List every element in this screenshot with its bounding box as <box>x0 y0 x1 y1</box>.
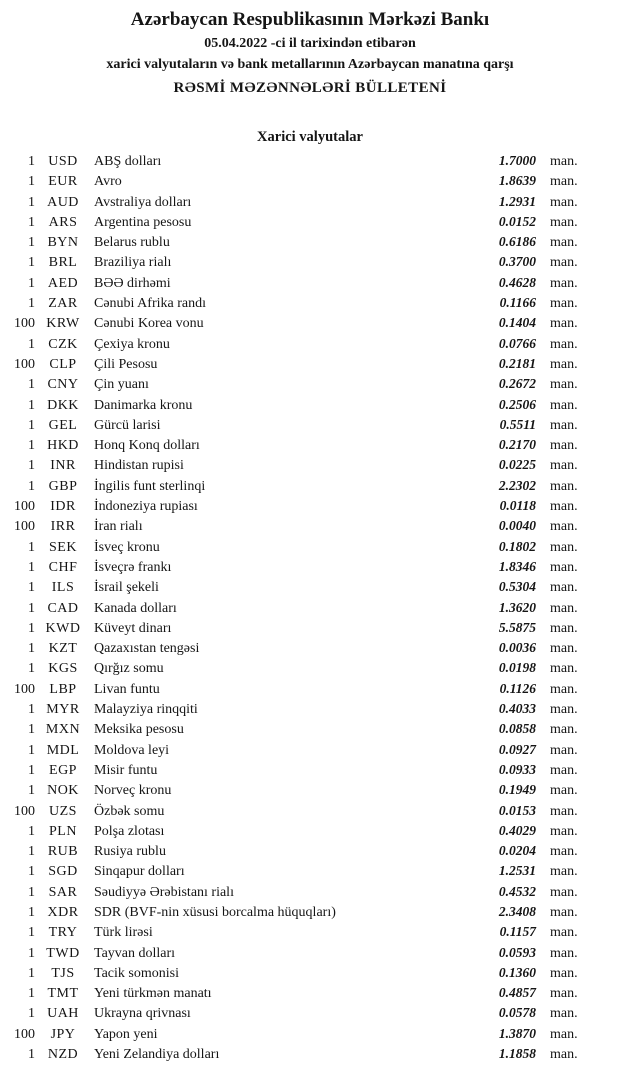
currency-code-cell: NOK <box>47 783 79 799</box>
currency-code-cell: ARS <box>48 214 78 230</box>
currency-name-cell: Meksika pesosu <box>94 722 184 738</box>
currency-name-cell: Malayziya rinqqiti <box>94 702 198 718</box>
rate-value-cell: 0.1166 <box>499 295 536 311</box>
unit-cell: man. <box>550 296 578 312</box>
currency-code-cell: SAR <box>48 884 78 900</box>
table-row <box>0 618 620 638</box>
currency-code-cell: CAD <box>47 600 79 616</box>
unit-cell: man. <box>550 925 578 941</box>
rate-value-cell: 0.2506 <box>498 396 536 412</box>
unit-cell: man. <box>550 844 578 860</box>
nominal-cell: 1 <box>28 397 35 413</box>
currency-code-cell: XDR <box>47 904 79 920</box>
unit-cell: man. <box>550 702 578 718</box>
table-row <box>0 922 620 942</box>
table-row <box>0 354 620 374</box>
bank-name-title: Azərbaycan Respublikasının Mərkəzi Bankı <box>130 9 490 30</box>
currency-code-cell: GEL <box>48 417 78 433</box>
unit-cell: man. <box>550 174 578 190</box>
table-row <box>0 1024 620 1044</box>
currency-name-cell: Yeni Zelandiya dolları <box>94 1047 220 1063</box>
unit-cell: man. <box>550 356 578 372</box>
unit-cell: man. <box>550 600 578 616</box>
rate-value-cell: 0.0153 <box>498 802 536 818</box>
currency-name-cell: BƏƏ dirhəmi <box>94 275 171 291</box>
nominal-cell: 1 <box>28 539 35 555</box>
currency-name-cell: Kanada dolları <box>94 600 177 616</box>
nominal-cell: 1 <box>28 762 35 778</box>
currency-code-cell: CNY <box>47 377 79 393</box>
unit-cell: man. <box>550 1047 578 1063</box>
currency-name-cell: ABŞ dolları <box>94 154 162 169</box>
rate-value-cell: 1.7000 <box>498 153 536 168</box>
rate-value-cell: 0.1404 <box>498 315 536 331</box>
nominal-cell: 1 <box>28 925 35 941</box>
currency-code-cell: INR <box>50 458 76 474</box>
nominal-cell: 1 <box>28 722 35 738</box>
rate-value-cell: 0.0766 <box>498 335 536 351</box>
nominal-cell: 100 <box>14 681 35 697</box>
nominal-cell: 1 <box>28 600 35 616</box>
currency-code-cell: CLP <box>49 356 77 372</box>
currency-name-cell: Sinqapur dolları <box>94 864 185 880</box>
table-row <box>0 821 620 841</box>
currency-name-cell: Türk lirəsi <box>94 925 153 941</box>
currency-name-cell: İsveç kronu <box>94 539 160 555</box>
rate-value-cell: 1.8639 <box>498 173 536 189</box>
table-row <box>0 415 620 435</box>
nominal-cell: 1 <box>28 417 35 433</box>
rates-table <box>0 151 620 1064</box>
currency-name-cell: Moldova leyi <box>94 742 170 758</box>
nominal-cell: 1 <box>28 641 35 657</box>
unit-cell: man. <box>550 519 578 535</box>
currency-code-cell: AUD <box>47 194 79 210</box>
currency-code-cell: AED <box>47 275 79 291</box>
unit-cell: man. <box>550 377 578 393</box>
unit-cell: man. <box>550 194 578 210</box>
unit-cell: man. <box>550 580 578 596</box>
unit-cell: man. <box>550 803 578 819</box>
currency-code-cell: ILS <box>51 580 75 596</box>
currency-name-cell: Yapon yeni <box>94 1026 158 1042</box>
currency-name-cell: Ukrayna qrivnası <box>94 1006 191 1022</box>
table-row <box>0 841 620 861</box>
rate-value-cell: 0.0225 <box>498 457 536 473</box>
currency-code-cell: DKK <box>47 397 79 413</box>
table-row <box>0 760 620 780</box>
unit-cell: man. <box>550 965 578 981</box>
nominal-cell: 1 <box>28 377 35 393</box>
nominal-cell: 1 <box>28 478 35 494</box>
currency-code-cell: TWD <box>46 945 80 961</box>
rate-value-cell: 0.5511 <box>499 416 536 432</box>
nominal-cell: 100 <box>14 499 35 515</box>
table-row <box>0 334 620 354</box>
currency-name-cell: Hindistan rupisi <box>94 458 184 474</box>
nominal-cell: 1 <box>28 235 35 251</box>
unit-cell: man. <box>550 904 578 920</box>
unit-cell: man. <box>550 742 578 758</box>
currency-name-cell: Misir funtu <box>94 762 158 778</box>
subject-line: xarici valyutaların və bank metallarının Azərbaycan manatına qarşı <box>106 57 514 72</box>
currency-code-cell: PLN <box>49 823 77 839</box>
currency-name-cell: Çin yuanı <box>94 377 149 393</box>
currency-name-cell: Cənubi Korea vonu <box>94 316 204 332</box>
unit-cell: man. <box>550 499 578 515</box>
nominal-cell: 1 <box>28 1006 35 1022</box>
rate-value-cell: 2.2302 <box>498 477 536 493</box>
currency-name-cell: Özbək somu <box>94 803 165 819</box>
nominal-cell: 100 <box>14 316 35 332</box>
unit-cell: man. <box>550 641 578 657</box>
currency-name-cell: İsrail şekeli <box>94 580 159 596</box>
unit-cell: man. <box>550 722 578 738</box>
unit-cell: man. <box>550 620 578 636</box>
rate-value-cell: 0.0578 <box>498 1005 536 1021</box>
bulletin-title: RƏSMİ MƏZƏNNƏLƏRİ BÜLLETENİ <box>173 80 447 96</box>
table-row <box>0 719 620 739</box>
unit-cell: man. <box>550 397 578 413</box>
unit-cell: man. <box>550 154 578 169</box>
table-row <box>0 963 620 983</box>
currency-name-cell: İran rialı <box>94 519 143 535</box>
rate-value-cell: 1.2531 <box>498 863 536 879</box>
table-row <box>0 983 620 1003</box>
rate-value-cell: 0.2170 <box>498 437 536 453</box>
currency-code-cell: TRY <box>48 925 78 941</box>
rate-value-cell: 0.0118 <box>499 498 536 514</box>
currency-name-cell: Norveç kronu <box>94 783 172 799</box>
table-row <box>0 516 620 536</box>
table-row <box>0 902 620 922</box>
currency-code-cell: MYR <box>46 702 80 718</box>
currency-name-cell: Belarus rublu <box>94 235 170 251</box>
nominal-cell: 1 <box>28 844 35 860</box>
nominal-cell: 1 <box>28 154 35 169</box>
currency-code-cell: USD <box>48 154 78 169</box>
currency-code-cell: TMT <box>47 986 79 1002</box>
currency-code-cell: UZS <box>49 803 77 819</box>
unit-cell: man. <box>550 255 578 271</box>
table-row <box>0 435 620 455</box>
unit-cell: man. <box>550 945 578 961</box>
nominal-cell: 1 <box>28 174 35 190</box>
rate-value-cell: 1.8346 <box>498 558 536 574</box>
currency-code-cell: IDR <box>50 499 76 515</box>
unit-cell: man. <box>550 661 578 677</box>
currency-code-cell: KRW <box>46 316 80 332</box>
rate-value-cell: 5.5875 <box>498 619 536 635</box>
currency-name-cell: Avstraliya dolları <box>94 194 192 210</box>
rate-value-cell: 0.4857 <box>498 985 536 1001</box>
nominal-cell: 1 <box>28 986 35 1002</box>
unit-cell: man. <box>550 214 578 230</box>
table-row <box>0 476 620 496</box>
nominal-cell: 1 <box>28 661 35 677</box>
nominal-cell: 1 <box>28 904 35 920</box>
currency-name-cell: Qazaxıstan tengəsi <box>94 641 200 657</box>
table-row <box>0 780 620 800</box>
nominal-cell: 1 <box>28 296 35 312</box>
table-row <box>0 679 620 699</box>
rate-value-cell: 0.4532 <box>498 883 536 899</box>
nominal-cell: 1 <box>28 214 35 230</box>
rate-value-cell: 1.3620 <box>498 599 536 615</box>
currency-code-cell: BRL <box>48 255 78 271</box>
currency-code-cell: NZD <box>47 1047 79 1063</box>
table-row <box>0 699 620 719</box>
currency-name-cell: Çexiya kronu <box>94 336 170 352</box>
unit-cell: man. <box>550 478 578 494</box>
rate-value-cell: 0.4628 <box>498 274 536 290</box>
currency-code-cell: JPY <box>50 1026 76 1042</box>
table-row <box>0 801 620 821</box>
table-row <box>0 212 620 232</box>
currency-name-cell: Səudiyyə Ərəbistanı rialı <box>94 884 234 900</box>
nominal-cell: 1 <box>28 255 35 271</box>
currency-name-cell: Çili Pesosu <box>94 356 158 372</box>
currency-name-cell: Honq Konq dolları <box>94 438 200 454</box>
currency-name-cell: Yeni türkmən manatı <box>94 986 212 1002</box>
table-row <box>0 658 620 678</box>
table-row <box>0 171 620 191</box>
nominal-cell: 1 <box>28 783 35 799</box>
table-row <box>0 598 620 618</box>
currency-name-cell: Danimarka kronu <box>94 397 193 413</box>
nominal-cell: 1 <box>28 823 35 839</box>
rate-value-cell: 1.2931 <box>498 193 536 209</box>
nominal-cell: 1 <box>28 884 35 900</box>
unit-cell: man. <box>550 783 578 799</box>
unit-cell: man. <box>550 864 578 880</box>
unit-cell: man. <box>550 986 578 1002</box>
table-row <box>0 577 620 597</box>
currency-name-cell: Braziliya rialı <box>94 255 172 271</box>
currency-code-cell: RUB <box>47 844 79 860</box>
unit-cell: man. <box>550 762 578 778</box>
nominal-cell: 1 <box>28 458 35 474</box>
nominal-cell: 1 <box>28 438 35 454</box>
rate-value-cell: 0.5304 <box>498 579 536 595</box>
table-row <box>0 151 620 171</box>
currency-name-cell: Avro <box>94 174 122 190</box>
rate-value-cell: 0.0040 <box>498 518 536 534</box>
nominal-cell: 1 <box>28 742 35 758</box>
nominal-cell: 1 <box>28 559 35 575</box>
rate-value-cell: 1.1858 <box>498 1046 536 1062</box>
currency-name-cell: Tayvan dolları <box>94 945 176 961</box>
rate-value-cell: 2.3408 <box>498 903 536 919</box>
rate-value-cell: 0.6186 <box>498 234 536 250</box>
rate-value-cell: 0.0036 <box>498 640 536 656</box>
currency-name-cell: Cənubi Afrika randı <box>94 296 206 312</box>
unit-cell: man. <box>550 1026 578 1042</box>
currency-code-cell: KZT <box>48 641 78 657</box>
table-row <box>0 638 620 658</box>
unit-cell: man. <box>550 417 578 433</box>
table-row <box>0 740 620 760</box>
rate-value-cell: 0.1802 <box>498 538 536 554</box>
currency-code-cell: EUR <box>48 174 78 190</box>
rate-value-cell: 0.4033 <box>498 701 536 717</box>
currency-code-cell: UAH <box>47 1006 79 1022</box>
rate-value-cell: 0.1949 <box>498 782 536 798</box>
currency-name-cell: İsveçrə frankı <box>94 559 172 575</box>
table-row <box>0 537 620 557</box>
table-row <box>0 882 620 902</box>
unit-cell: man. <box>550 823 578 839</box>
currency-code-cell: LBP <box>49 681 77 697</box>
rate-value-cell: 0.1126 <box>499 680 536 696</box>
currency-code-cell: BYN <box>47 235 79 251</box>
currency-name-cell: Polşa zlotası <box>94 823 165 839</box>
rate-value-cell: 0.2181 <box>498 355 536 371</box>
currency-code-cell: IRR <box>50 519 76 535</box>
table-row <box>0 943 620 963</box>
currency-code-cell: MDL <box>46 742 80 758</box>
rate-value-cell: 1.3870 <box>498 1025 536 1041</box>
rate-value-cell: 0.0593 <box>498 944 536 960</box>
currency-code-cell: MXN <box>45 722 81 738</box>
nominal-cell: 1 <box>28 1047 35 1063</box>
currency-name-cell: Qırğız somu <box>94 661 164 677</box>
table-row <box>0 192 620 212</box>
unit-cell: man. <box>550 559 578 575</box>
nominal-cell: 100 <box>14 356 35 372</box>
table-row <box>0 496 620 516</box>
currency-code-cell: SEK <box>49 539 77 555</box>
nominal-cell: 1 <box>28 194 35 210</box>
table-row <box>0 252 620 272</box>
unit-cell: man. <box>550 458 578 474</box>
rate-value-cell: 0.1360 <box>498 964 536 980</box>
currency-name-cell: Tacik somonisi <box>94 965 179 981</box>
nominal-cell: 1 <box>28 580 35 596</box>
currency-name-cell: Küveyt dinarı <box>94 620 172 636</box>
currency-name-cell: Rusiya rublu <box>94 844 166 860</box>
table-row <box>0 1003 620 1023</box>
table-row <box>0 861 620 881</box>
rate-value-cell: 0.0198 <box>498 660 536 676</box>
currency-code-cell: KWD <box>45 620 81 636</box>
rate-value-cell: 0.2672 <box>498 376 536 392</box>
currency-code-cell: SGD <box>48 864 78 880</box>
unit-cell: man. <box>550 275 578 291</box>
table-row <box>0 313 620 333</box>
nominal-cell: 100 <box>14 1026 35 1042</box>
rate-value-cell: 0.4029 <box>498 822 536 838</box>
table-row <box>0 557 620 577</box>
rate-value-cell: 0.0927 <box>498 741 536 757</box>
effective-date-line: 05.04.2022 -ci il tarixindən etibarən <box>204 36 416 51</box>
currency-name-cell: İngilis funt sterlinqi <box>94 478 206 494</box>
unit-cell: man. <box>550 539 578 555</box>
currency-name-cell: Argentina pesosu <box>94 214 192 230</box>
table-row <box>0 273 620 293</box>
section-title: Xarici valyutalar <box>257 129 363 145</box>
nominal-cell: 1 <box>28 965 35 981</box>
unit-cell: man. <box>550 1006 578 1022</box>
nominal-cell: 1 <box>28 864 35 880</box>
table-row <box>0 374 620 394</box>
nominal-cell: 100 <box>14 519 35 535</box>
table-row <box>0 293 620 313</box>
unit-cell: man. <box>550 316 578 332</box>
table-row <box>0 455 620 475</box>
table-row <box>0 395 620 415</box>
nominal-cell: 1 <box>28 945 35 961</box>
nominal-cell: 1 <box>28 336 35 352</box>
currency-code-cell: CHF <box>48 559 78 575</box>
unit-cell: man. <box>550 438 578 454</box>
currency-code-cell: TJS <box>51 965 75 981</box>
currency-code-cell: GBP <box>48 478 78 494</box>
unit-cell: man. <box>550 884 578 900</box>
nominal-cell: 1 <box>28 620 35 636</box>
currency-name-cell: İndoneziya rupiası <box>94 499 198 515</box>
currency-name-cell: SDR (BVF-nin xüsusi borcalma hüquqları) <box>94 904 336 920</box>
unit-cell: man. <box>550 336 578 352</box>
currency-name-cell: Livan funtu <box>94 681 160 697</box>
rate-value-cell: 0.0152 <box>498 213 536 229</box>
currency-code-cell: CZK <box>48 336 78 352</box>
table-row <box>0 1044 620 1064</box>
rate-value-cell: 0.3700 <box>498 254 536 270</box>
table-row <box>0 232 620 252</box>
rate-value-cell: 0.1157 <box>499 924 536 940</box>
nominal-cell: 100 <box>14 803 35 819</box>
currency-name-cell: Gürcü larisi <box>94 417 161 433</box>
currency-code-cell: HKD <box>47 438 79 454</box>
bulletin-header <box>0 0 620 96</box>
currency-code-cell: EGP <box>49 762 77 778</box>
nominal-cell: 1 <box>28 702 35 718</box>
currency-code-cell: KGS <box>48 661 78 677</box>
currency-code-cell: ZAR <box>48 296 78 312</box>
unit-cell: man. <box>550 681 578 697</box>
rate-value-cell: 0.0204 <box>498 843 536 859</box>
rate-value-cell: 0.0933 <box>498 761 536 777</box>
unit-cell: man. <box>550 235 578 251</box>
nominal-cell: 1 <box>28 275 35 291</box>
rate-value-cell: 0.0858 <box>498 721 536 737</box>
